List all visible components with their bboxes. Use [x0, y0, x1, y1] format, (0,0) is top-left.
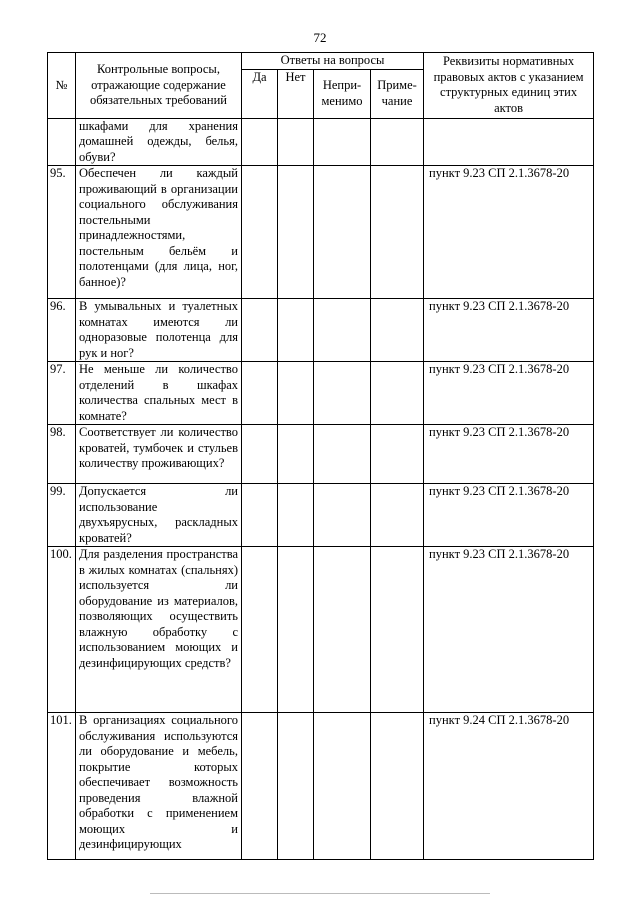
table-row: [48, 484, 594, 547]
header-refs: Реквизиты нормативных правовых актов с указанием структурных единиц этих актов: [424, 53, 594, 119]
row-question: Соответствует ли количество кроватей, тумбочек и стульев количеству проживающих?: [76, 425, 242, 484]
header-not-applicable: Непри- менимо: [314, 69, 371, 118]
answer-note-cell: [371, 118, 424, 166]
row-question: Допускается ли использование двухъярусных, раскладных кроватей?: [76, 484, 242, 547]
row-reference: пункт 9.24 СП 2.1.3678-20: [424, 713, 594, 860]
answer-yes-cell: [242, 547, 278, 713]
row-reference: пункт 9.23 СП 2.1.3678-20: [424, 484, 594, 547]
answer-no-cell: [278, 484, 314, 547]
row-number: 96.: [48, 299, 76, 362]
row-number: 101.: [48, 713, 76, 860]
header-answers: Ответы на вопросы: [242, 53, 424, 70]
row-question: Не меньше ли количество отделений в шкафах количества спальных мест в комнате?: [76, 362, 242, 425]
answer-yes-cell: [242, 362, 278, 425]
header-no: Нет: [278, 69, 314, 118]
row-question: Для разделения пространства в жилых комнатах (спальнях) используется ли оборудование из материалов, позволяющих осуществить влажную обработку с использованием моющих и дезинфицирующих средств?: [76, 547, 242, 713]
row-reference: [424, 118, 594, 166]
answer-yes-cell: [242, 299, 278, 362]
answer-yes-cell: [242, 484, 278, 547]
answer-no-cell: [278, 166, 314, 299]
answer-no-cell: [278, 713, 314, 860]
table-row: [48, 166, 594, 299]
row-number: 98.: [48, 425, 76, 484]
answer-na-cell: [314, 547, 371, 713]
row-reference: пункт 9.23 СП 2.1.3678-20: [424, 547, 594, 713]
header-yes: Да: [242, 69, 278, 118]
row-number: 95.: [48, 166, 76, 299]
answer-na-cell: [314, 713, 371, 860]
answer-note-cell: [371, 425, 424, 484]
answer-no-cell: [278, 362, 314, 425]
row-reference: пункт 9.23 СП 2.1.3678-20: [424, 362, 594, 425]
row-question: шкафами для хранения домашней одежды, белья, обуви?: [76, 118, 242, 166]
row-number: 97.: [48, 362, 76, 425]
row-question: В умывальных и туалетных комнатах имеются ли одноразовые полотенца для рук и ног?: [76, 299, 242, 362]
answer-na-cell: [314, 166, 371, 299]
answer-yes-cell: [242, 118, 278, 166]
answer-na-cell: [314, 484, 371, 547]
answer-note-cell: [371, 166, 424, 299]
answer-no-cell: [278, 425, 314, 484]
answer-na-cell: [314, 362, 371, 425]
answer-na-cell: [314, 118, 371, 166]
table-row: [48, 299, 594, 362]
answer-yes-cell: [242, 166, 278, 299]
row-question: Обеспечен ли каждый проживающий в организации социального обслуживания постельными принадлежностями, постельным бельём и полотенцами (для лица, ног, банное)?: [76, 166, 242, 299]
answer-na-cell: [314, 425, 371, 484]
page-number: 72: [313, 30, 327, 45]
row-reference: пункт 9.23 СП 2.1.3678-20: [424, 299, 594, 362]
header-note: Приме- чание: [371, 69, 424, 118]
row-number: [48, 118, 76, 166]
table-row: [48, 713, 594, 860]
header-questions: Контрольные вопросы, отражающие содержание обязательных требований: [76, 53, 242, 119]
answer-note-cell: [371, 362, 424, 425]
row-reference: пункт 9.23 СП 2.1.3678-20: [424, 166, 594, 299]
answer-na-cell: [314, 299, 371, 362]
row-reference: пункт 9.23 СП 2.1.3678-20: [424, 425, 594, 484]
answer-note-cell: [371, 299, 424, 362]
table-row: [48, 118, 594, 166]
answer-note-cell: [371, 713, 424, 860]
answer-yes-cell: [242, 425, 278, 484]
row-question: В организациях социального обслуживания используются ли оборудование и мебель, покрытие которых обеспечивает возможность проведения влажной обработки с применением моющих и дезинфицирующих: [76, 713, 242, 860]
answer-no-cell: [278, 118, 314, 166]
table-row: [48, 425, 594, 484]
header-number: №: [48, 53, 76, 119]
checklist-table: [47, 52, 594, 860]
table-row: [48, 547, 594, 713]
answer-no-cell: [278, 547, 314, 713]
answer-note-cell: [371, 484, 424, 547]
answer-no-cell: [278, 299, 314, 362]
answer-note-cell: [371, 547, 424, 713]
page-bottom-rule: [150, 893, 490, 894]
row-number: 99.: [48, 484, 76, 547]
answer-yes-cell: [242, 713, 278, 860]
row-number: 100.: [48, 547, 76, 713]
table-row: [48, 362, 594, 425]
